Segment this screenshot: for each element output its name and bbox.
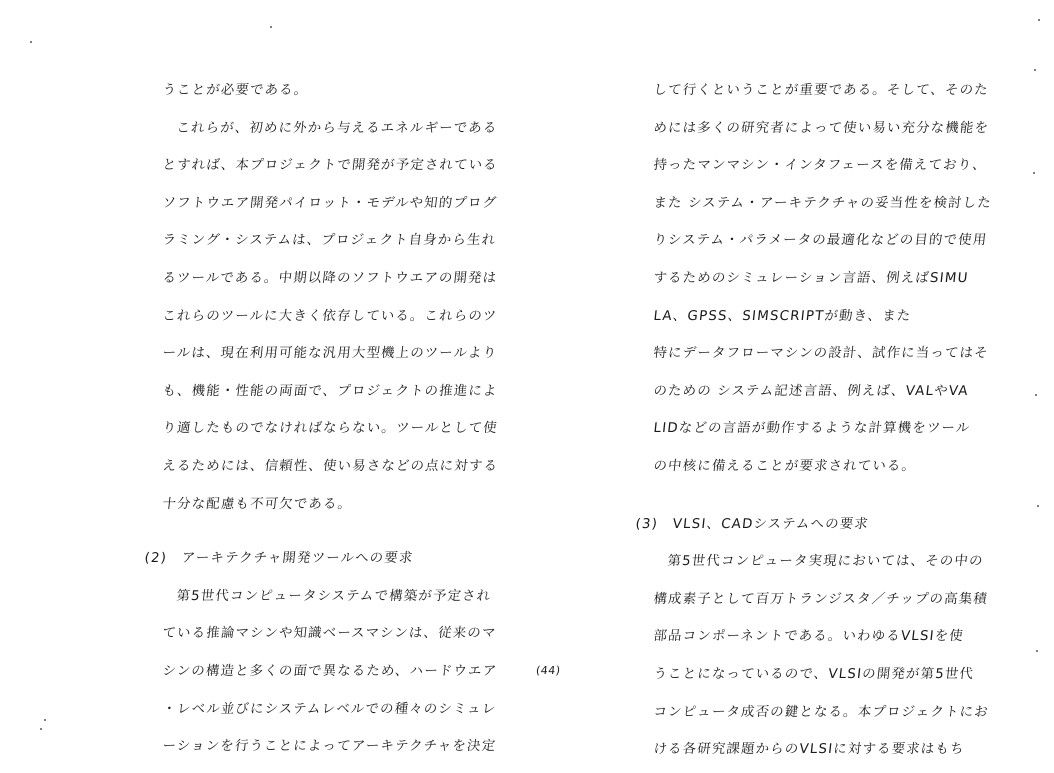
text-line: 第5世代コンピュータ実現においては、その中の — [666, 554, 985, 570]
text-line: LA、GPSS、SIMSCRIPTが動き、また — [652, 308, 913, 324]
text-line: えるためには、信頼性、使い易さなどの点に対する — [161, 458, 499, 474]
text-line: ソフトウエア開発パイロット・モデルや知的プログ — [161, 195, 498, 211]
text-line: も、機能・性能の両面で、プロジェクトの推進によ — [161, 383, 499, 399]
text-line: コンピュータ成否の鍵となる。本プロジェクトにお — [652, 704, 990, 720]
text-line: めには多くの研究者によって使い易い充分な機能を — [652, 120, 990, 136]
text-line: 持ったマンマシン・インタフェースを備えており、 — [652, 158, 988, 174]
section-heading: (3) VLSI、CADシステムへの要求 — [634, 516, 870, 532]
scan-speck — [30, 41, 32, 43]
text-line: うことが必要である。 — [161, 83, 310, 98]
paragraph-gap — [653, 490, 1003, 510]
text-line: りシステム・パラメータの最適化などの目的で使用 — [652, 233, 989, 249]
scan-speck — [44, 719, 46, 721]
text-line: ・レベル並びにシステムレベルでの種々のシミュレ — [161, 701, 498, 717]
paragraph-gap — [162, 527, 512, 544]
text-line: これらのツールに大きく依存している。これらのツ — [161, 308, 499, 324]
right-column — [634, 76, 1003, 773]
text-line: これらが、初めに外から与えるエネルギーである — [175, 120, 499, 136]
text-line: ている推論マシンや知識ベースマシンは、従来のマ — [161, 626, 498, 642]
text-line: 構成素子として百万トランジスタ／チップの高集積 — [652, 591, 989, 607]
text-line: LIDなどの言語が動作するような計算機をツール — [652, 421, 972, 437]
text-line: ールは、現在利用可能な汎用大型機上のツールより — [161, 346, 499, 362]
text-line: とすれば、本プロジェクトで開発が予定されている — [161, 158, 499, 174]
text-line: するためのシミュレーション言語、例えばSIMU — [652, 270, 970, 286]
text-line: り適したものでなければならない。ツールとして使 — [161, 421, 499, 437]
text-line: 部品コンポーネントである。いわゆるVLSIを使 — [652, 629, 965, 645]
scan-speck — [270, 26, 272, 28]
text-line: シンの構造と多くの面で異なるため、ハードウエア — [161, 663, 498, 679]
text-line: ーションを行うことによってアーキテクチャを決定 — [161, 739, 497, 755]
scan-speck — [1033, 172, 1035, 174]
text-line: 特にデータフローマシンの設計、試作に当ってはそ — [652, 346, 990, 362]
page-number: (44) — [535, 664, 562, 677]
text-line: るツールである。中期以降のソフトウエアの開発は — [161, 270, 499, 286]
text-line: の中核に備えることが要求されている。 — [652, 458, 917, 474]
text-line: また システム・アーキテクチャの妥当性を検討した — [652, 195, 993, 211]
section-heading: (2) アーキテクチャ開発ツールへの要求 — [143, 551, 415, 567]
text-line: ラミング・システムは、プロジェクト自身から生れ — [161, 233, 497, 249]
scan-speck — [1034, 69, 1036, 71]
scan-speck — [40, 728, 42, 730]
scan-speck — [1037, 505, 1039, 507]
text-line: のための システム記述言語、例えば、VALやVA — [652, 383, 970, 399]
text-line: して行くということが重要である。そして、そのた — [652, 83, 990, 98]
left-column — [143, 76, 512, 770]
text-line: うことになっているので、VLSIの開発が第5世代 — [652, 666, 975, 682]
scan-speck — [1035, 394, 1037, 396]
scan-speck — [1036, 650, 1038, 652]
text-line: 第5世代コンピュータシステムで構築が予定され — [175, 588, 493, 604]
text-line: ける各研究課題からのVLSIに対する要求はもち — [652, 742, 966, 758]
text-line: 十分な配慮も不可欠である。 — [161, 496, 353, 512]
scan-speck — [1038, 19, 1040, 21]
